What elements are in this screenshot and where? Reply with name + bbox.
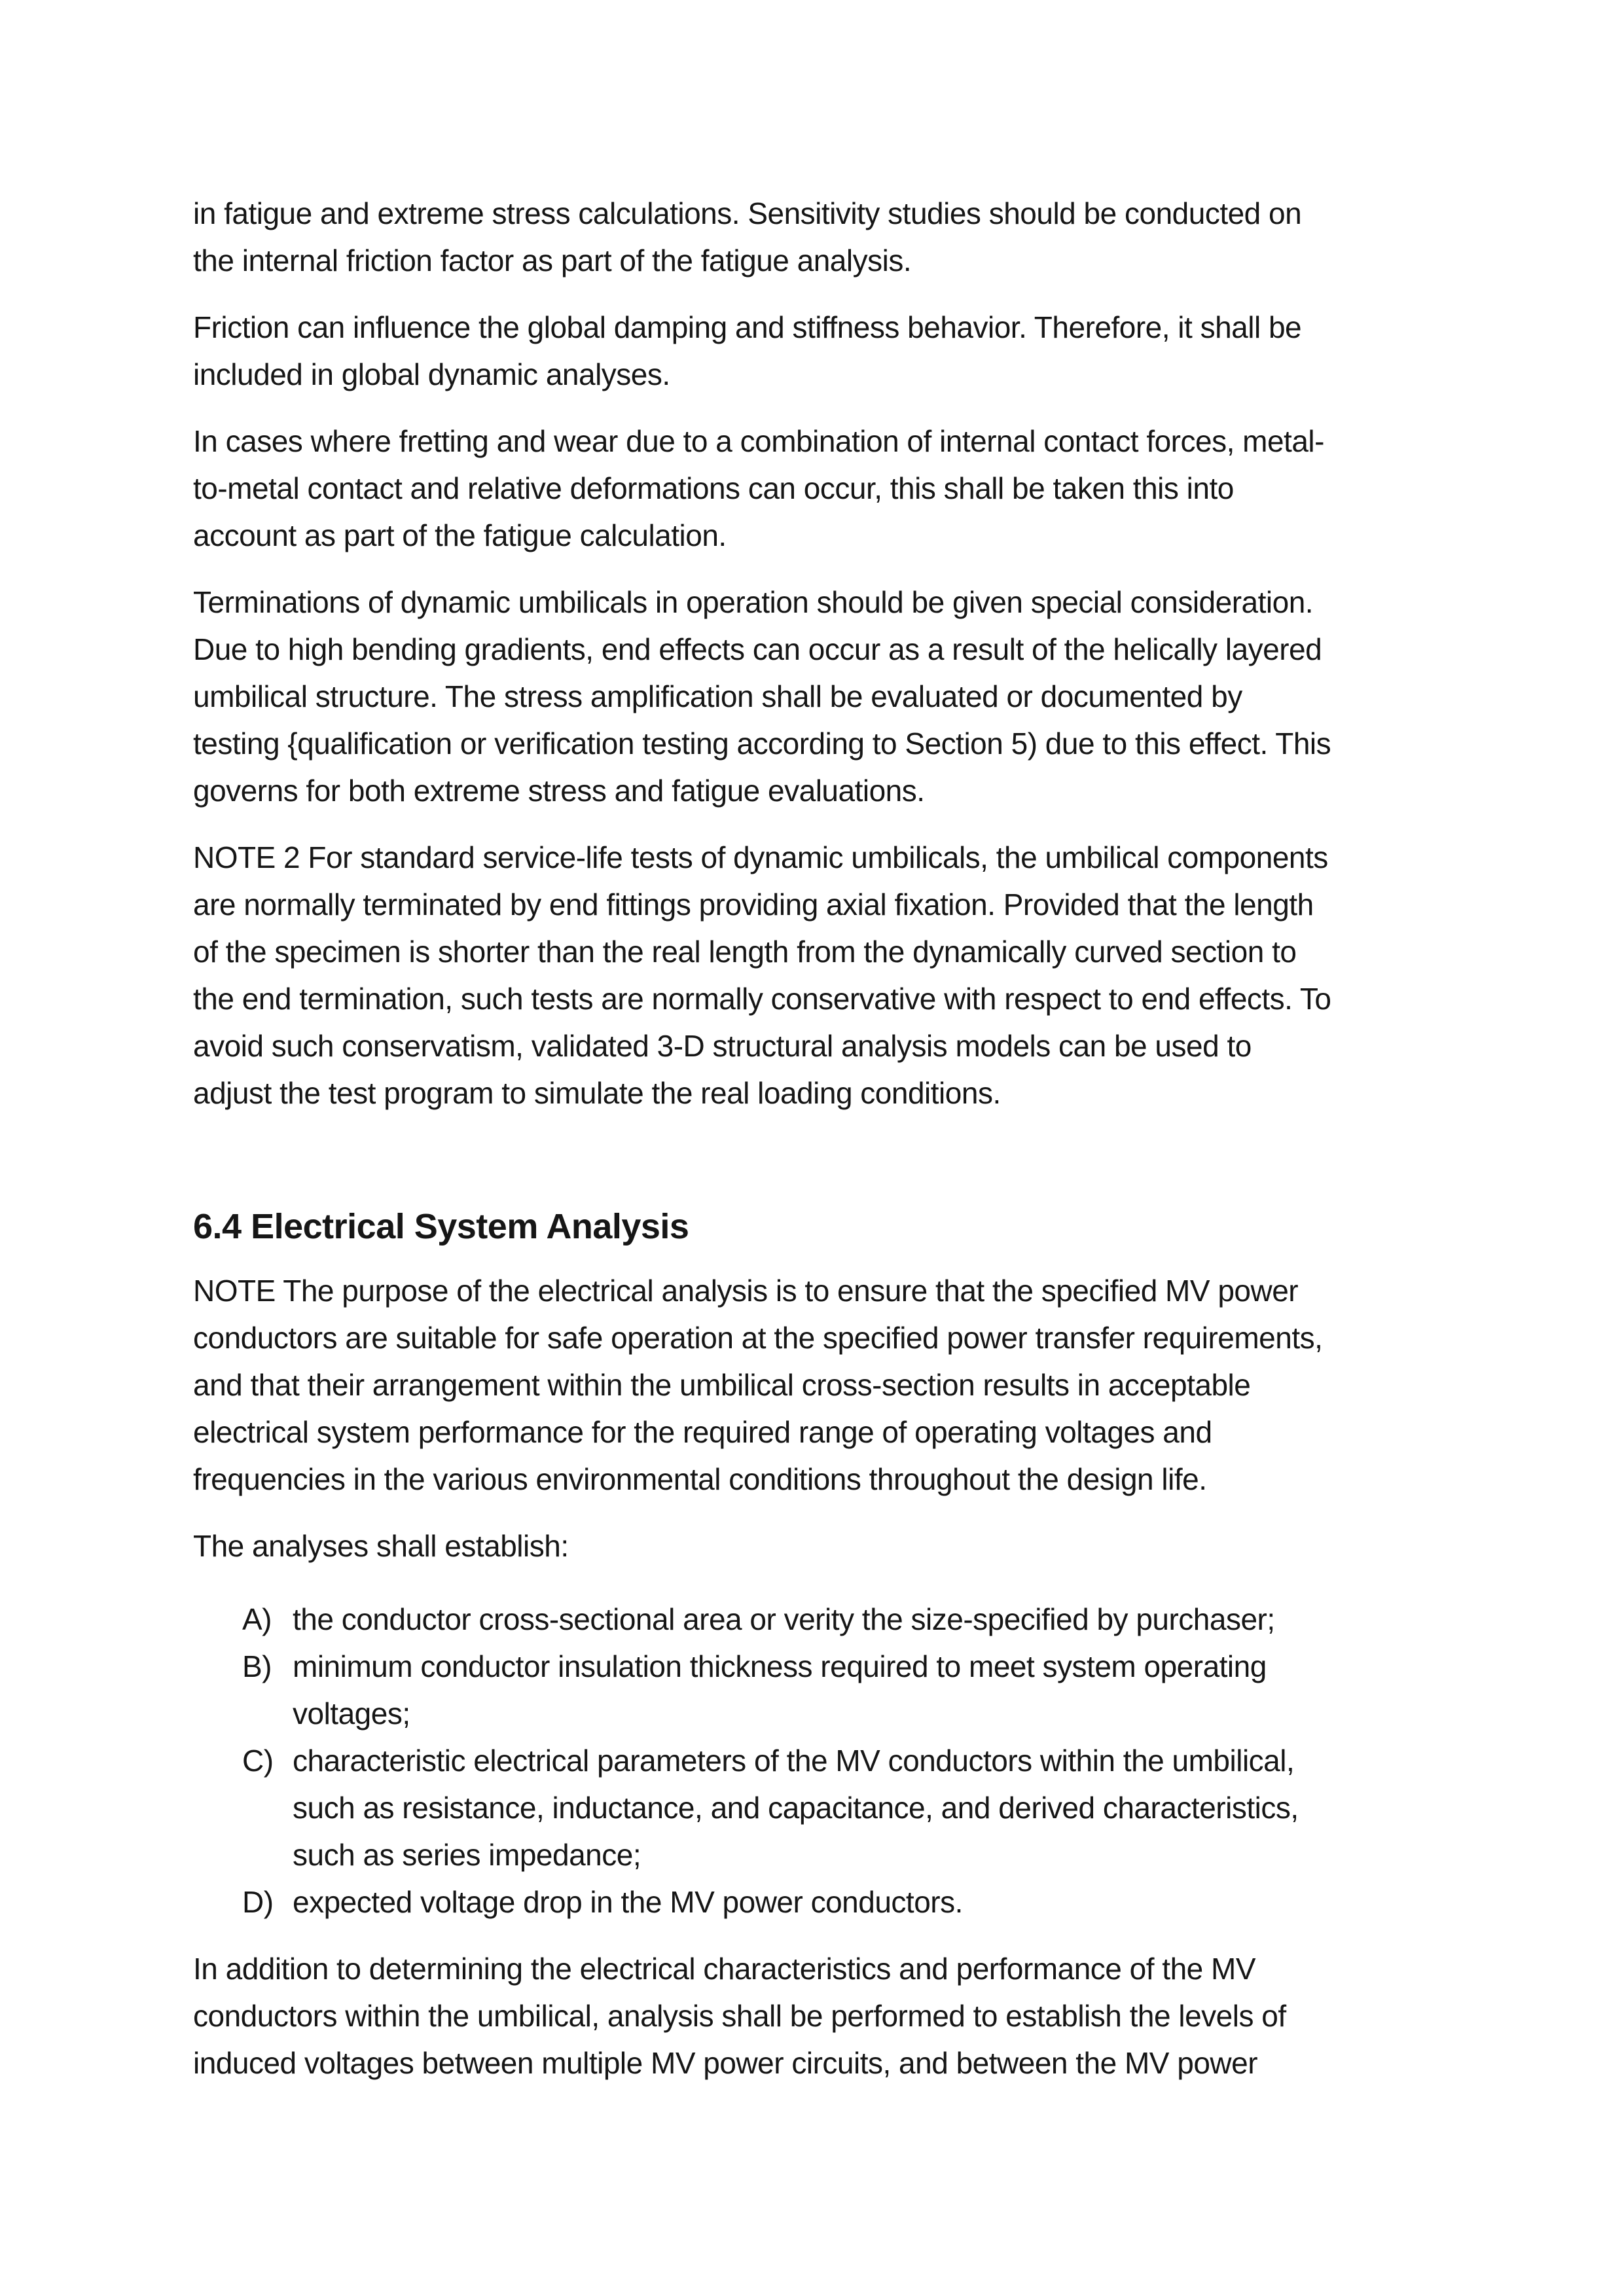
paragraph	[193, 834, 1470, 1117]
paragraph	[193, 304, 1470, 398]
list-item	[242, 1878, 1470, 1926]
list-item-label: C)	[242, 1744, 274, 1778]
text-line: of the specimen is shorter than the real length from the dynamically curved section to	[193, 935, 1297, 969]
text-line: umbilical structure. The stress amplification shall be evaluated or documented by	[193, 679, 1242, 713]
text-line: governs for both extreme stress and fatigue evaluations.	[193, 774, 925, 808]
text-line: expected voltage drop in the MV power conductors.	[293, 1885, 963, 1919]
text-line: testing {qualification or verification testing according to Section 5) due to this effect. This	[193, 726, 1331, 761]
list-item	[242, 1596, 1470, 1643]
text-line: the end termination, such tests are normally conservative with respect to end effects. To	[193, 982, 1331, 1016]
text-line: The analyses shall establish:	[193, 1529, 569, 1563]
text-line: in fatigue and extreme stress calculations. Sensitivity studies should be conducted on	[193, 196, 1302, 230]
list-item-lines	[293, 1737, 1299, 1878]
text-line: the conductor cross-sectional area or verity the size-specified by purchaser;	[293, 1602, 1275, 1636]
text-line: NOTE 2 For standard service-life tests of dynamic umbilicals, the umbilical components	[193, 840, 1328, 874]
paragraph	[193, 1267, 1470, 1503]
text-line: such as series impedance;	[293, 1838, 641, 1872]
text-line: In addition to determining the electrical characteristics and performance of the MV	[193, 1952, 1256, 1986]
lettered-list	[193, 1596, 1470, 1926]
list-item-lines	[293, 1596, 1275, 1643]
list-item-lines	[293, 1643, 1267, 1737]
text-line: conductors within the umbilical, analysis shall be performed to establish the levels of	[193, 1999, 1286, 2033]
text-line: In cases where fretting and wear due to a combination of internal contact forces, metal-	[193, 424, 1324, 458]
text-line: and that their arrangement within the umbilical cross-section results in acceptable	[193, 1368, 1251, 1402]
text-line: are normally terminated by end fittings providing axial fixation. Provided that the length	[193, 888, 1314, 922]
text-line: included in global dynamic analyses.	[193, 357, 670, 391]
paragraph	[193, 1522, 1470, 1570]
text-line: avoid such conservatism, validated 3-D structural analysis models can be used to	[193, 1029, 1252, 1063]
list-item-label: D)	[242, 1885, 274, 1919]
list-item-label: B)	[242, 1649, 272, 1683]
text-line: adjust the test program to simulate the real loading conditions.	[193, 1076, 1001, 1110]
list-item-label: A)	[242, 1602, 272, 1636]
list-item	[242, 1737, 1470, 1878]
text-line: such as resistance, inductance, and capacitance, and derived characteristics,	[293, 1791, 1299, 1825]
text-line: NOTE The purpose of the electrical analysis is to ensure that the specified MV power	[193, 1274, 1299, 1308]
text-line: minimum conductor insulation thickness required to meet system operating	[293, 1649, 1267, 1683]
paragraph	[193, 1945, 1470, 2087]
text-line: characteristic electrical parameters of the MV conductors within the umbilical,	[293, 1744, 1295, 1778]
text-line: Friction can influence the global damping and stiffness behavior. Therefore, it shall be	[193, 310, 1302, 344]
document-content	[193, 190, 1470, 2106]
text-line: to-metal contact and relative deformations can occur, this shall be taken this into	[193, 471, 1234, 505]
list-item	[242, 1643, 1470, 1737]
text-line: voltages;	[293, 1696, 410, 1731]
text-line: the internal friction factor as part of the fatigue analysis.	[193, 243, 912, 278]
text-line: account as part of the fatigue calculation.	[193, 518, 727, 552]
text-line: frequencies in the various environmental conditions throughout the design life.	[193, 1462, 1207, 1496]
paragraph	[193, 579, 1470, 814]
list-item-lines	[293, 1878, 963, 1926]
text-line: induced voltages between multiple MV power circuits, and between the MV power	[193, 2046, 1258, 2080]
text-line: electrical system performance for the required range of operating voltages and	[193, 1415, 1212, 1449]
section-heading: 6.4 Electrical System Analysis	[193, 1207, 689, 1246]
text-line: Due to high bending gradients, end effects can occur as a result of the helically layered	[193, 632, 1322, 666]
text-line: Terminations of dynamic umbilicals in operation should be given special consideration.	[193, 585, 1314, 619]
paragraph	[193, 418, 1470, 559]
text-line: conductors are suitable for safe operation at the specified power transfer requirements,	[193, 1321, 1323, 1355]
paragraph	[193, 190, 1470, 284]
